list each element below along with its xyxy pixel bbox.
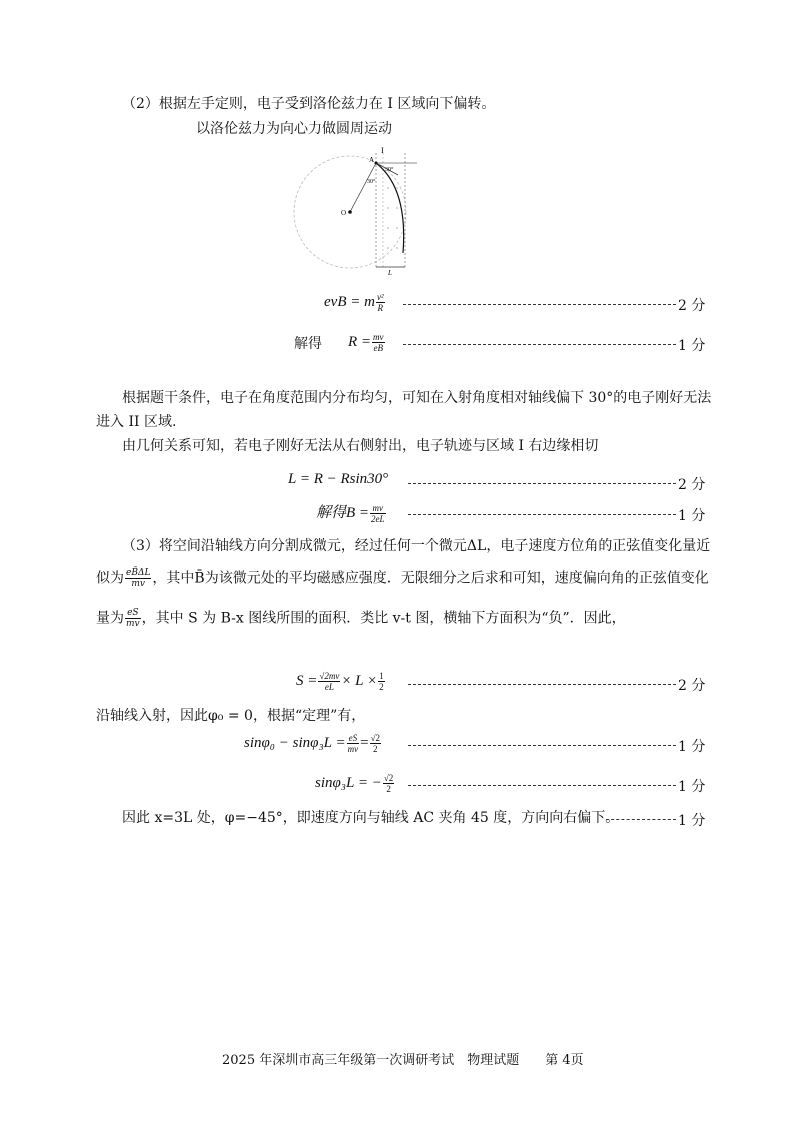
equation-2: R = $\frac{mv}{eB}$ <box>348 332 384 353</box>
label-A: A <box>369 156 375 164</box>
angle-label-2: 30° <box>385 167 394 173</box>
electron-trajectory <box>376 163 404 253</box>
score-dash-line <box>403 304 676 305</box>
score-dash-line <box>408 483 676 484</box>
radius-line <box>350 163 376 212</box>
circular-motion-figure <box>285 143 425 278</box>
part2-line2: 以洛伦兹力为向心力做圆周运动 <box>196 121 392 137</box>
score-2: 1 分 <box>678 338 706 354</box>
solution-prefix: 解得 <box>294 336 322 352</box>
point-A <box>375 162 378 165</box>
score-5: 2 分 <box>678 678 706 694</box>
para2: 沿轴线入射，因此φ₀ = 0，根据“定理”有， <box>96 708 366 724</box>
part3-line2: 似为 $\frac{eB̄\Delta L}{mv}$ ，其中B̄为该微元处的平均磁感应强度．无限细分之后求和可知，速度偏向角的正弦值变化 <box>96 568 709 589</box>
score-dash-line <box>408 514 676 515</box>
equation-1: evB = m $\frac{\text{v²}}{R}$ <box>324 292 384 313</box>
label-I: I <box>381 146 384 155</box>
equation-7: sinφ₃L = − $\frac{√2}{2}$ <box>315 773 394 794</box>
equation-3: L = R − Rsin30° <box>288 471 389 487</box>
score-6: 1 分 <box>678 739 706 755</box>
equation-5: S = $\frac{√2mv}{eL}$ × L × $\frac{1}{2}$ <box>296 671 384 692</box>
angle-label-1: 30° <box>367 179 376 185</box>
para1-line2: 进入 II 区域. <box>96 414 177 430</box>
score-dash-line <box>408 684 676 685</box>
equation-6: sinφ₀ − sinφ₃L = $\frac{eS}{mv}$ = $\frac{√2}{2}$ <box>244 733 381 754</box>
part3-line3: 量为 $\frac{eS}{mv}$ ，其中 S 为 B-x 图线所围的面积．类比 v-t 图，横轴下方面积为“负”．因此， <box>96 608 626 629</box>
score-1: 2 分 <box>678 298 706 314</box>
score-dash-line <box>403 344 676 345</box>
conclusion-text: 因此 x=3L 处，φ=−45°，即速度方向与轴线 AC 夹角 45 度，方向向右偏下。 <box>122 810 620 826</box>
label-L: L <box>388 269 392 277</box>
part2-line1: （2）根据左手定则，电子受到洛伦兹力在 I 区域向下偏转。 <box>122 96 496 112</box>
label-O: O <box>341 209 347 217</box>
score-7: 1 分 <box>678 779 706 795</box>
part3-line1: （3）将空间沿轴线方向分割成微元，经过任何一个微元ΔL，电子速度方位角的正弦值变化量近 <box>122 538 711 554</box>
score-3: 2 分 <box>678 477 706 493</box>
para1-line3: 由几何关系可知，若电子刚好无法从右侧射出，电子轨迹与区域 I 右边缘相切 <box>122 438 599 454</box>
score-8: 1 分 <box>678 813 706 829</box>
para1-line1: 根据题干条件，电子在角度范围内分布均匀，可知在入射角度相对轴线偏下 30°的电子刚好无法 <box>122 390 712 406</box>
equation-4: 解得B = $\frac{mv}{2eL}$ <box>316 503 385 525</box>
score-4: 1 分 <box>678 508 706 524</box>
score-dash-line <box>408 745 676 746</box>
score-dash-line <box>606 819 676 820</box>
page-footer: 2025 年深圳市高三年级第一次调研考试 物理试题 第 4页 <box>222 1053 584 1068</box>
score-dash-line <box>408 785 676 786</box>
center-point-O <box>348 210 352 214</box>
